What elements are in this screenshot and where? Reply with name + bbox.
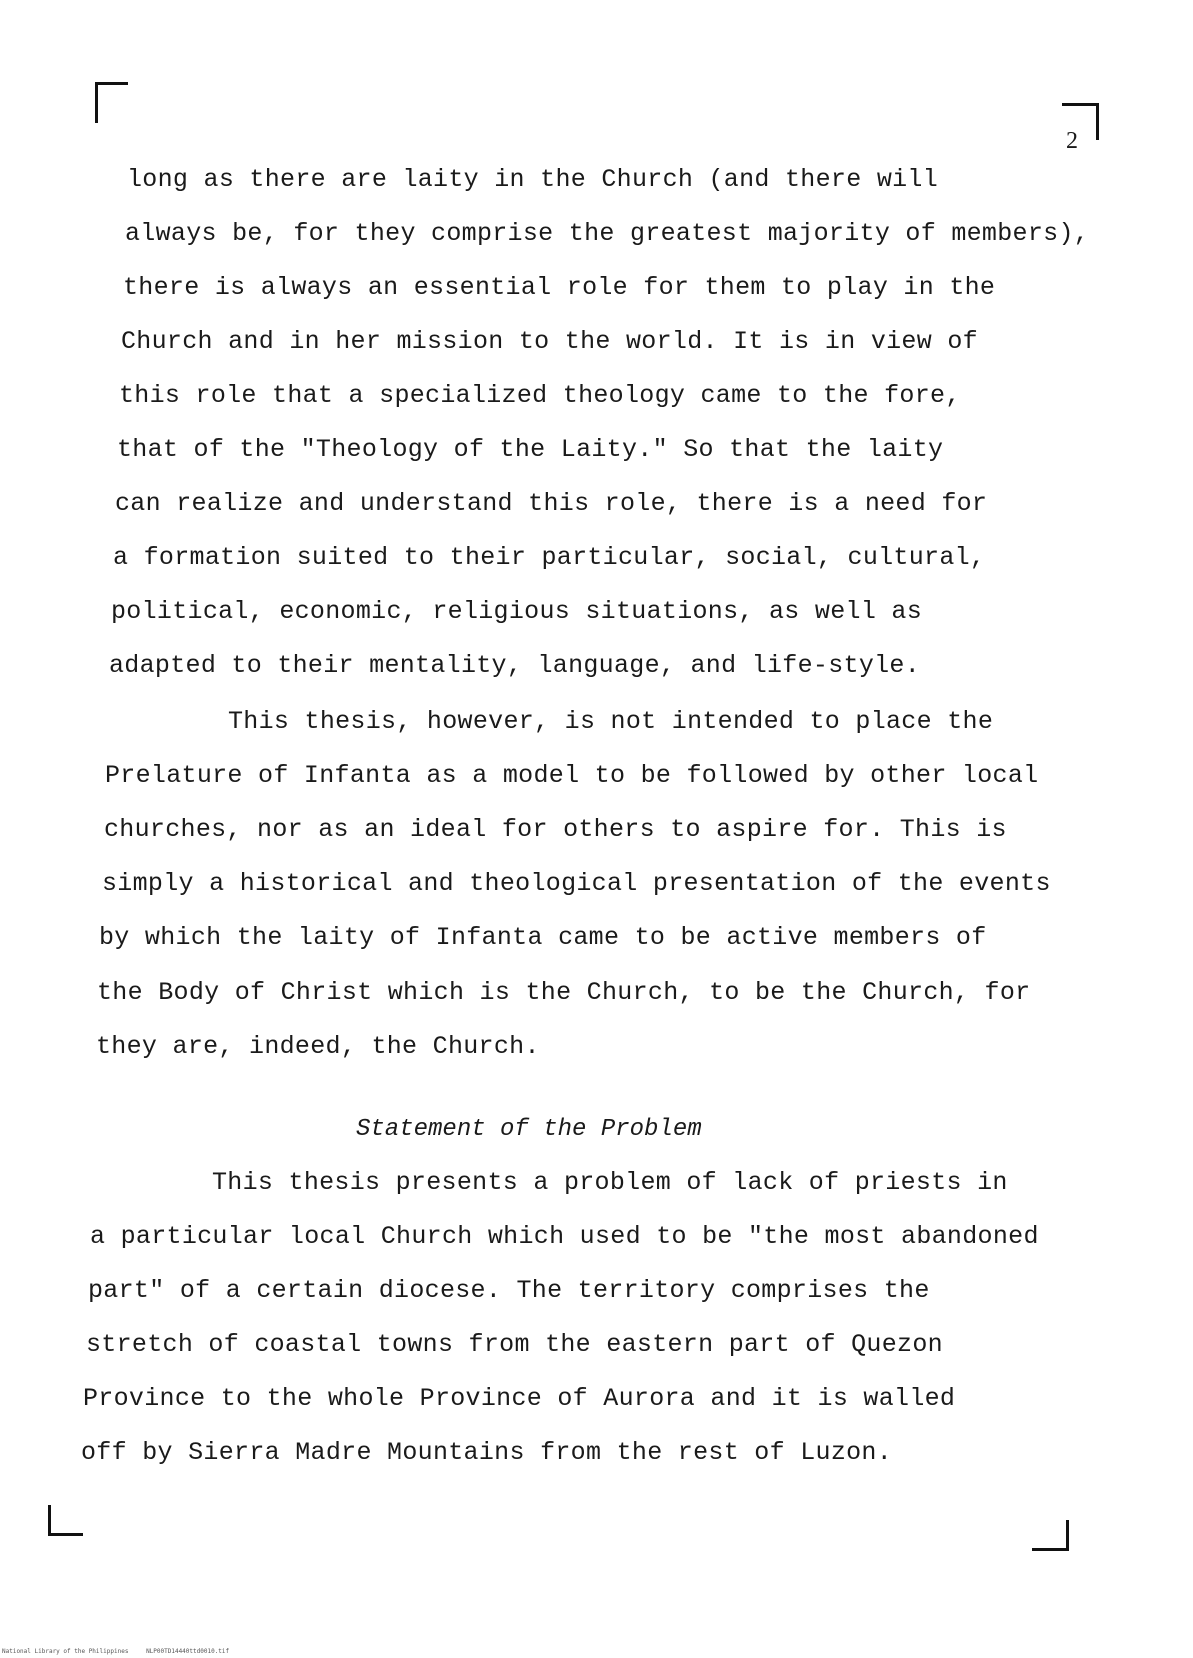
crop-mark-bottom-right bbox=[1032, 1520, 1069, 1551]
text-line: adapted to their mentality, language, and life-style. bbox=[109, 651, 921, 680]
page-number: 2 bbox=[1066, 128, 1078, 154]
text-line: political, economic, religious situations, as well as bbox=[111, 597, 923, 626]
text-line: Church and in her mission to the world. It is in view of bbox=[121, 327, 978, 356]
text-line: stretch of coastal towns from the eastern part of Quezon bbox=[86, 1330, 943, 1359]
text-line: can realize and understand this role, there is a need for bbox=[115, 489, 988, 518]
text-line: a formation suited to their particular, social, cultural, bbox=[113, 543, 986, 572]
text-line: churches, nor as an ideal for others to aspire for. This is bbox=[104, 815, 1007, 844]
text-line: a particular local Church which used to be "the most abandoned bbox=[90, 1222, 1039, 1251]
text-line: part" of a certain diocese. The territory comprises the bbox=[88, 1276, 930, 1305]
text-line: they are, indeed, the Church. bbox=[96, 1032, 540, 1061]
text-line: This thesis, however, is not intended to place the bbox=[228, 707, 994, 736]
crop-mark-top-left bbox=[95, 82, 128, 123]
file-id: NLP00TD14440ttd0010.tif bbox=[146, 1648, 230, 1655]
text-line: the Body of Christ which is the Church, to be the Church, for bbox=[97, 978, 1031, 1007]
text-line: that of the "Theology of the Laity." So that the laity bbox=[117, 435, 944, 464]
text-line: this role that a specialized theology came to the fore, bbox=[119, 381, 961, 410]
library-credit: National Library of the Philippines bbox=[2, 1648, 129, 1655]
text-line: Prelature of Infanta as a model to be followed by other local bbox=[105, 761, 1039, 790]
text-line: long as there are laity in the Church (and there will bbox=[127, 165, 939, 194]
text-line: This thesis presents a problem of lack of priests in bbox=[212, 1168, 1008, 1197]
scan-footer bbox=[2, 1648, 243, 1655]
text-line: off by Sierra Madre Mountains from the rest of Luzon. bbox=[81, 1438, 893, 1467]
section-heading: Statement of the Problem bbox=[356, 1116, 702, 1143]
text-line: simply a historical and theological presentation of the events bbox=[102, 869, 1051, 898]
crop-mark-bottom-left bbox=[48, 1505, 83, 1536]
text-line: by which the laity of Infanta came to be active members of bbox=[99, 923, 987, 952]
text-line: Province to the whole Province of Aurora and it is walled bbox=[83, 1384, 956, 1413]
text-line: always be, for they comprise the greatest majority of members), bbox=[125, 219, 1090, 248]
text-line: there is always an essential role for them to play in the bbox=[123, 273, 996, 302]
